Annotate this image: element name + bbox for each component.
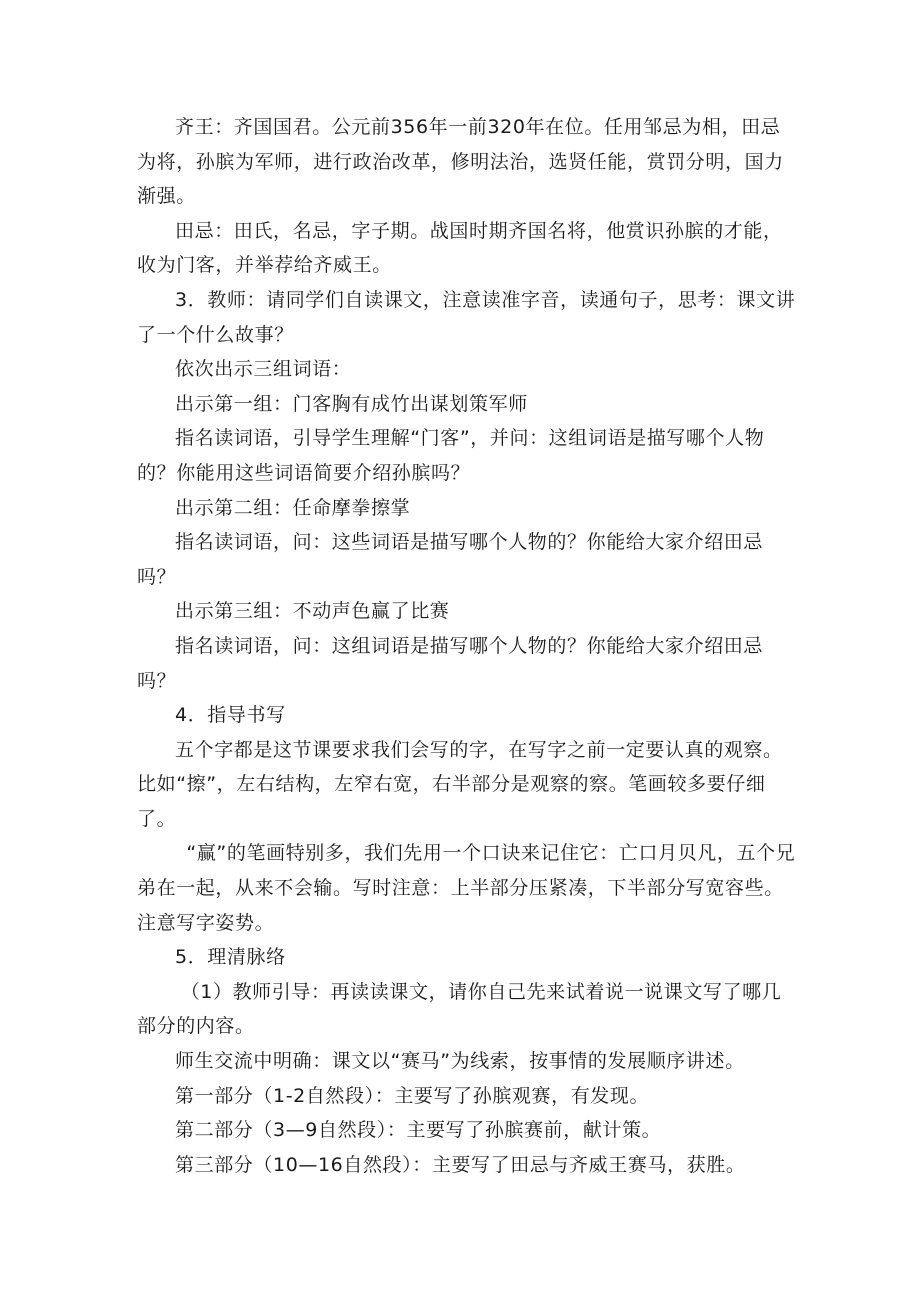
document-body — [137, 110, 797, 1182]
paragraph-clarify: 师生交流中明确：课文以“赛马”为线索，按事情的发展顺序讲述。 — [175, 1050, 745, 1073]
paragraph-step-4: 4．指导书写 — [175, 704, 286, 727]
paragraph-group-1: 出示第一组：门客胸有成竹出谋划策军师 — [175, 392, 528, 415]
paragraph-qiwang: 齐王：齐国国君。公元前356年一前320年在位。任用邹忌为相，田忌为将，孙膑为军师，进行政治改革，修明法治，选贤任能，赏罚分明，国力渐强。 — [137, 116, 784, 208]
paragraph-writing-guide: 五个字都是这节课要求我们会写的字，在写字之前一定要认真的观察。比如“擦”，左右结构，左窄右宽，右半部分是观察的察。笔画较多要仔细了。 — [137, 738, 783, 830]
paragraph-part-1: 第一部分（1-2自然段）：主要写了孙膑观赛，有发现。 — [175, 1084, 650, 1107]
paragraph-word-groups-intro: 依次出示三组词语： — [175, 358, 352, 381]
paragraph-part-2: 第二部分（3—9自然段）：主要写了孙膑赛前，献计策。 — [175, 1119, 662, 1142]
paragraph-group-2-question: 指名读词语，问：这些词语是描写哪个人物的？你能给大家介绍田忌吗？ — [137, 531, 764, 588]
paragraph-step-5: 5．理清脉络 — [175, 946, 286, 969]
paragraph-tianji: 田忌：田氏，名忌，字子期。战国时期齐国名将，他赏识孙膑的才能，收为门客，并举荐给齐威王。 — [137, 219, 783, 277]
paragraph-group-3-question: 指名读词语，问：这组词语是描写哪个人物的？你能给大家介绍田忌吗？ — [137, 634, 764, 692]
paragraph-group-2: 出示第二组：任命摩拳擦掌 — [175, 496, 411, 519]
paragraph-step-3: 3．教师：请同学们自读课文，注意读准字音，读通句子，思考：课文讲了一个什么故事？ — [137, 288, 796, 346]
paragraph-group-1-question: 指名读词语，引导学生理解“门客”，并问：这组词语是描写哪个人物的？你能用这些词语简要介绍孙膑吗？ — [137, 427, 765, 484]
paragraph-group-3: 出示第三组：不动声色赢了比赛 — [175, 600, 450, 623]
paragraph-ying-mnemonic: “赢”的笔画特别多，我们先用一个口诀来记住它：亡口月贝凡，五个兄弟在一起，从来不会输。写时注意：上半部分压紧凑，下半部分写宽容些。注意写字姿势。 — [137, 842, 796, 934]
paragraph-teacher-guide: （1）教师引导：再读读课文，请你自己先来试着说一说课文写了哪几部分的内容。 — [137, 980, 782, 1038]
paragraph-part-3: 第三部分（10—16自然段）：主要写了田忌与齐威王赛马，获胜。 — [175, 1153, 746, 1176]
